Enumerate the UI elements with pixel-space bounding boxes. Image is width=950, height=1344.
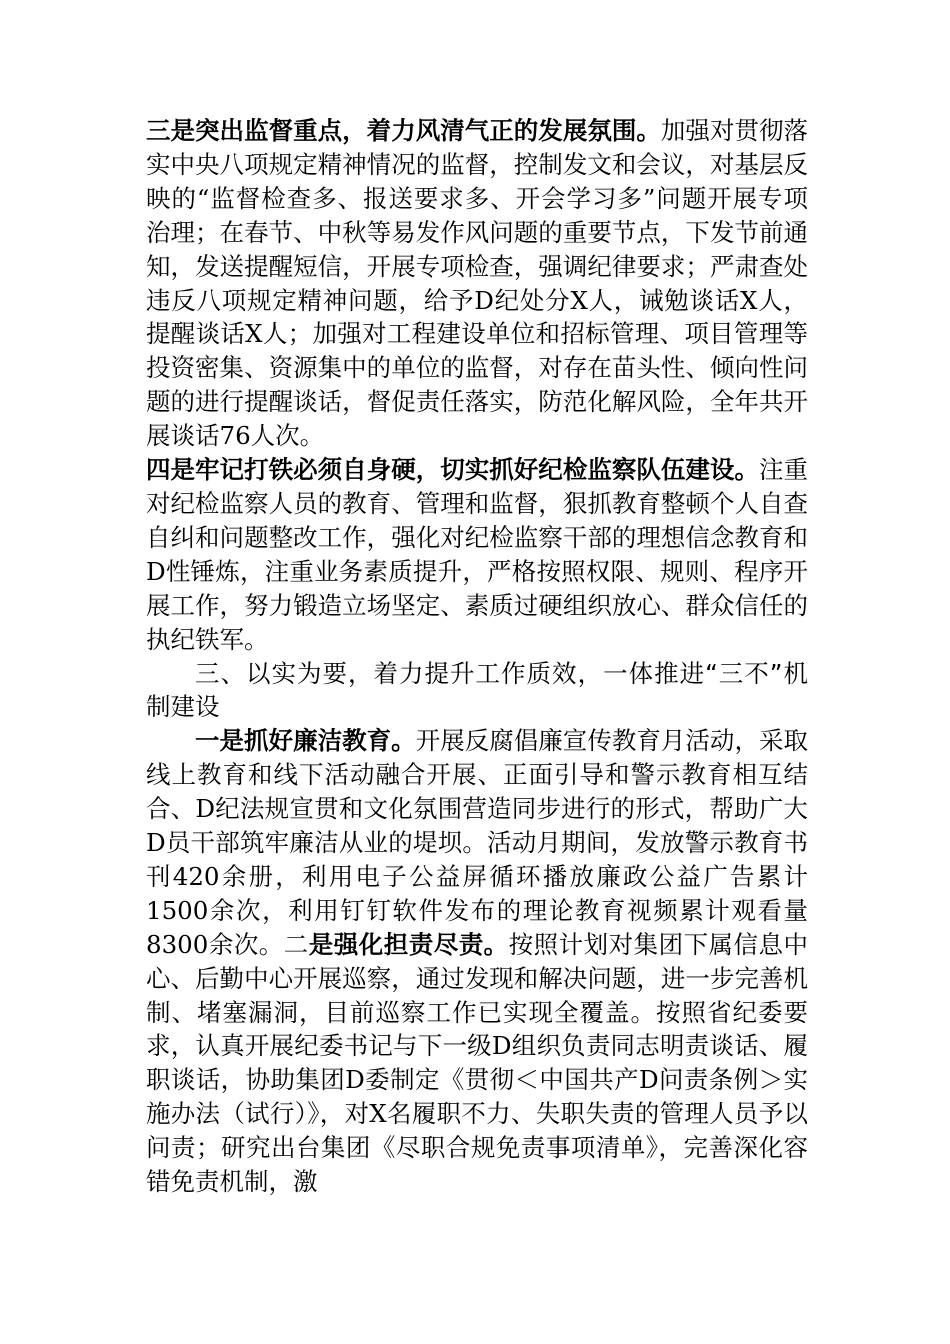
document-page — [146, 114, 808, 1199]
paragraph-body: 按照计划对集团下属信息中心、后勤中心开展巡察，通过发现和解决问题，进一步完善机制、堵塞漏洞，目前巡察工作已实现全覆盖。按照省纪委要求，认真开展纪委书记与下一级D组织负责同志明责谈话、履职谈话，协助集团D委制定《贯彻＜中国共产D问责条例＞实施办法（试行）》，对X名履职不力、失职失责的管理人员予以问责；研究出台集团《尽职合规免责事项清单》，完善深化容错免责机制，激 — [146, 929, 809, 1197]
paragraph-team-building — [146, 453, 808, 656]
paragraph-integrity-education — [146, 724, 808, 1199]
paragraph-supervision-focus — [146, 114, 808, 453]
paragraph-body: 注重对纪检监察人员的教育、管理和监督，狠抓教育整顿个人自查自纠和问题整改工作，强化对纪检监察干部的理想信念教育和D性锤炼，注重业务素质提升，严格按照权限、规则、程序开展工作，努力锻造立场坚定、素质过硬组织放心、群众信任的执纪铁军。 — [146, 455, 809, 654]
paragraph-body: 加强对贯彻落实中央八项规定精神情况的监督，控制发文和会议，对基层反映的“监督检查多、报送要求多、开会学习多”问题开展专项治理；在春节、中秋等易发作风问题的重要节点，下发节前通知，发送提醒短信，开展专项检查，强调纪律要求；严肃查处违反八项规定精神问题，给予D纪处分X人，诫勉谈话X人，提醒谈话X人；加强对工程建设单位和招标管理、项目管理等投资密集、资源集中的单位的监督，对存在苗头性、倾向性问题的进行提醒谈话，督促责任落实，防范化解风险，全年共开展谈话76人次。 — [146, 116, 809, 451]
section-heading: 三、以实为要，着力提升工作质效，一体推进“三不”机制建设 — [146, 658, 808, 722]
paragraph-lead: 三是突出监督重点，着力风清气正的发展氛围。 — [146, 116, 661, 145]
paragraph-body: 开展反腐倡廉宣传教育月活动，采取线上教育和线下活动融合开展、正面引导和警示教育相互结合、D纪法规宣贯和文化氛围营造同步进行的形式，帮助广大D员干部筑牢廉洁从业的堤坝。活动月期间，发放警示教育书刊420余册，利用电子公益屏循环播放廉政公益广告累计1500余次，利用钉钉软件发布的理论教育视频累计观看量8300余次。二 — [146, 726, 808, 959]
paragraph-lead: 是强化担责尽责。 — [308, 929, 509, 959]
paragraph-lead: 一是抓好廉洁教育。 — [195, 726, 416, 756]
paragraph-lead: 四是牢记打铁必须自身硬，切实抓好纪检监察队伍建设。 — [146, 455, 759, 485]
